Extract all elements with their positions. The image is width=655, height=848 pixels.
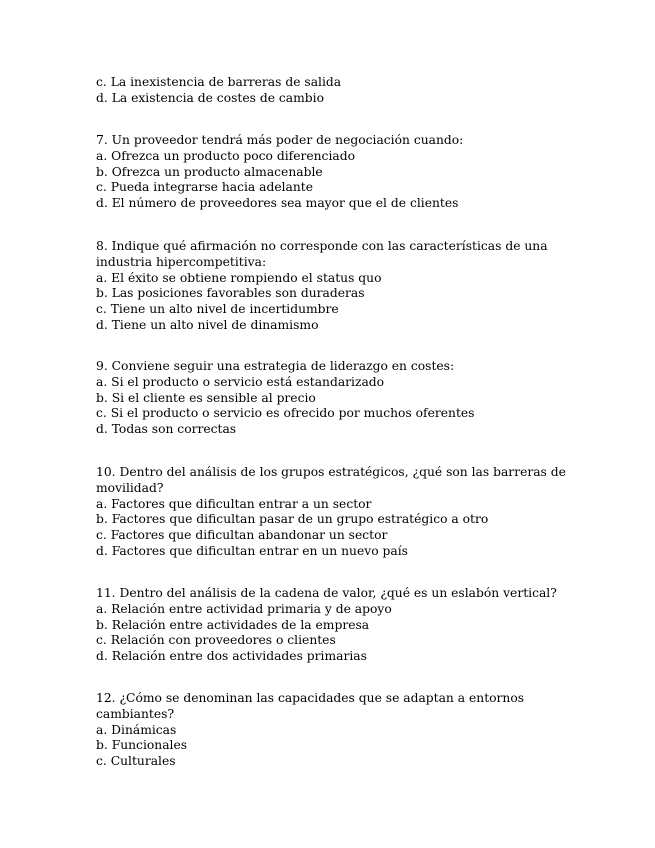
option-c: c. La inexistencia de barreras de salida — [96, 75, 342, 89]
option-a: a. Factores que dificultan entrar a un sector — [96, 496, 372, 511]
question-8 — [96, 239, 566, 334]
question-11 — [96, 586, 566, 665]
option-d: d. Todas son correctas — [96, 422, 237, 437]
question-9 — [96, 359, 566, 438]
option-a: a. Si el producto o servicio está estandarizado — [96, 374, 385, 389]
option-b: b. Funcionales — [96, 738, 188, 753]
question-text: 8. Indique qué afirmación no corresponde con las características de una industria hipercompetitiva: — [96, 239, 548, 269]
option-c: c. Relación con proveedores o clientes — [96, 633, 336, 648]
option-d: d. Relación entre dos actividades primarias — [96, 649, 367, 664]
option-b: b. Relación entre actividades de la empresa — [96, 617, 370, 632]
option-a: a. Ofrezca un producto poco diferenciado — [96, 148, 355, 163]
option-c: c. Pueda integrarse hacia adelante — [96, 180, 314, 195]
option-b: b. Si el cliente es sensible al precio — [96, 390, 316, 405]
option-c: c. Factores que dificultan abandonar un sector — [96, 528, 388, 543]
option-b: b. Las posiciones favorables son duraderas — [96, 286, 365, 301]
option-d: d. El número de proveedores sea mayor que el de clientes — [96, 196, 459, 211]
option-a: a. El éxito se obtiene rompiendo el status quo — [96, 270, 382, 285]
question-text: 11. Dentro del análisis de la cadena de valor, ¿qué es un eslabón vertical? — [96, 586, 557, 600]
option-d: d. La existencia de costes de cambio — [96, 90, 324, 105]
option-c: c. Si el producto o servicio es ofrecido por muchos oferentes — [96, 406, 475, 421]
option-c: c. Tiene un alto nivel de incertidumbre — [96, 302, 339, 317]
option-a: a. Dinámicas — [96, 722, 177, 737]
question-7 — [96, 133, 566, 212]
option-a: a. Relación entre actividad primaria y de apoyo — [96, 601, 392, 616]
option-d: d. Factores que dificultan entrar en un nuevo país — [96, 543, 408, 558]
question-text: 12. ¿Cómo se denominan las capacidades que se adaptan a entornos cambiantes? — [96, 691, 525, 721]
option-d: d. Tiene un alto nivel de dinamismo — [96, 317, 319, 332]
question-text: 10. Dentro del análisis de los grupos estratégicos, ¿qué son las barreras de movilidad? — [96, 465, 566, 495]
question-12 — [96, 691, 566, 770]
previous-question-options — [96, 75, 566, 107]
question-text: 9. Conviene seguir una estrategia de liderazgo en costes: — [96, 359, 455, 373]
option-c: c. Culturales — [96, 754, 176, 769]
question-text: 7. Un proveedor tendrá más poder de negociación cuando: — [96, 133, 464, 147]
question-10 — [96, 465, 566, 560]
option-b: b. Ofrezca un producto almacenable — [96, 164, 323, 179]
option-b: b. Factores que dificultan pasar de un grupo estratégico a otro — [96, 512, 489, 527]
